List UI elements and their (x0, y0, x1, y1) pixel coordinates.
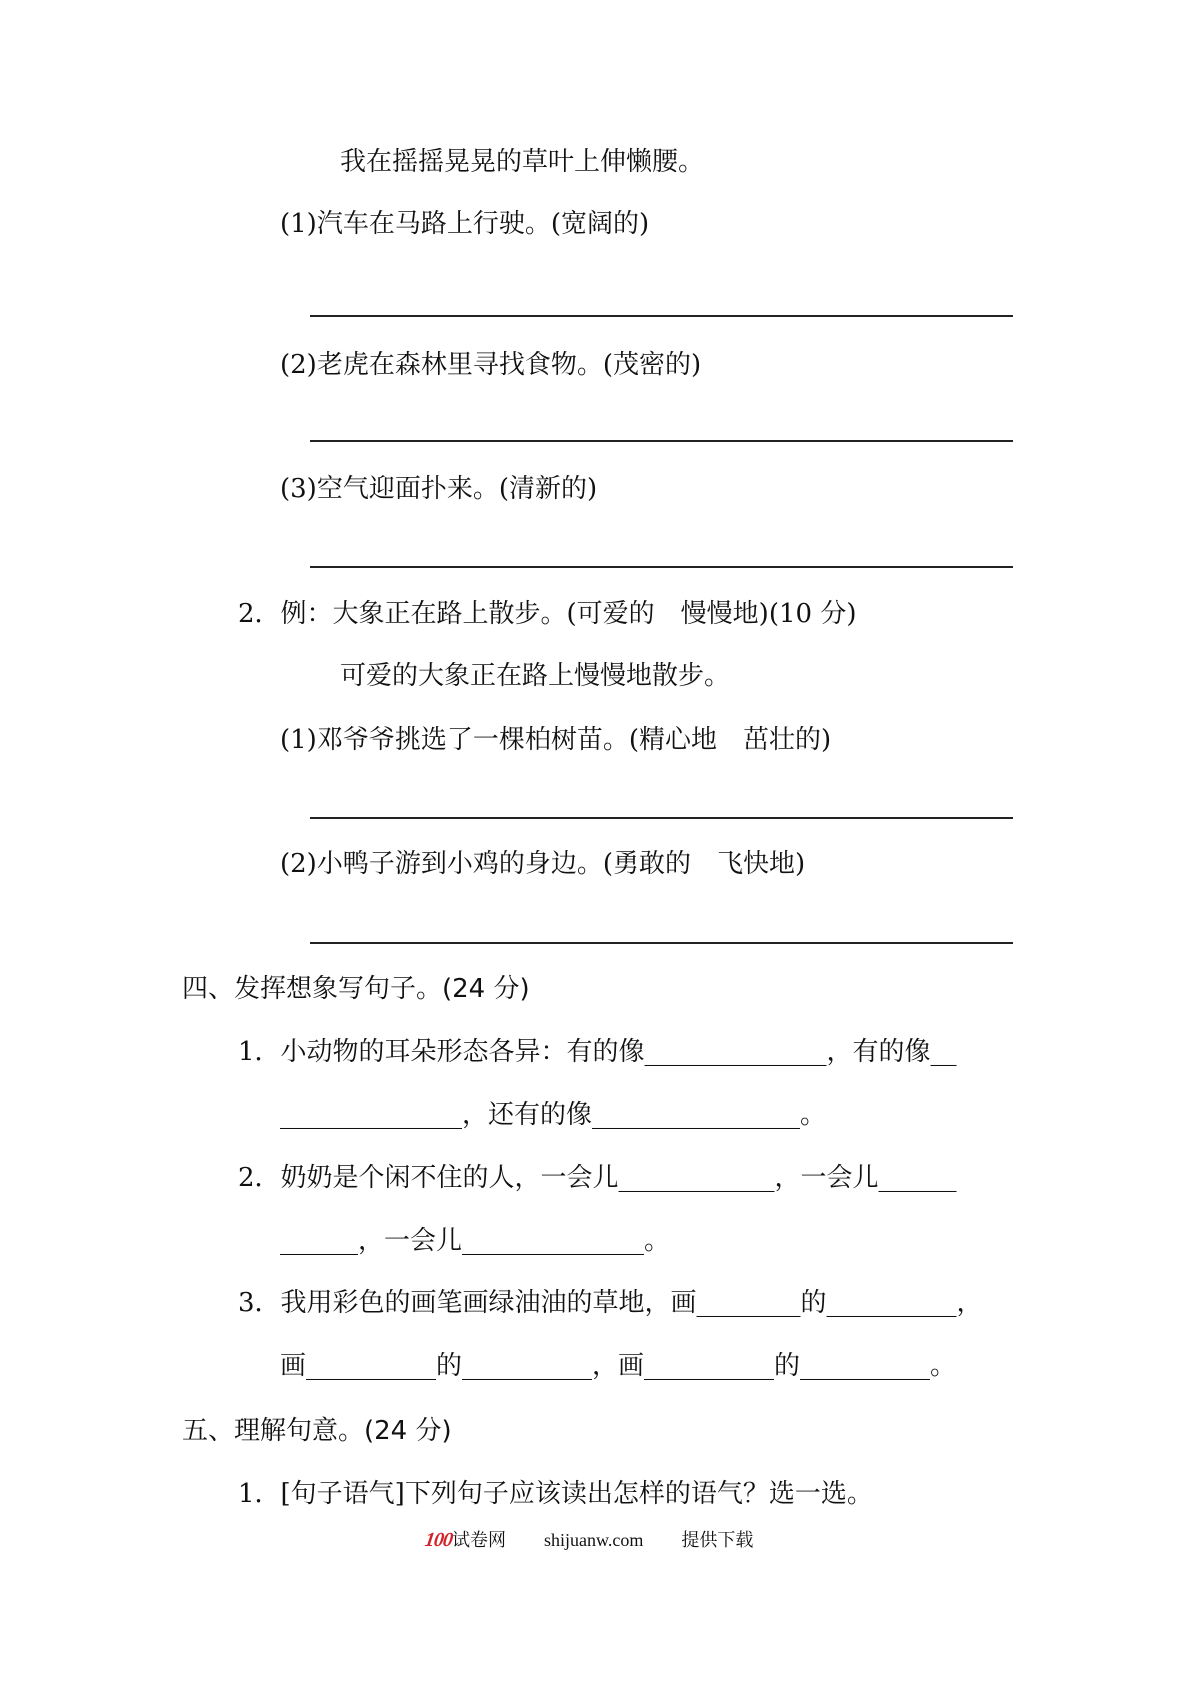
answer-line[interactable] (310, 942, 1013, 944)
section-4-heading: 四、发挥想象写句子。(24 分) (182, 974, 530, 1004)
question-3-2-2: (2)小鸭子游到小鸡的身边。(勇敢的 飞快地) (280, 849, 806, 879)
section-5-heading: 五、理解句意。(24 分) (182, 1416, 452, 1446)
question-3-2-prompt: 2．例：大象正在路上散步。(可爱的 慢慢地)(10 分) (238, 599, 857, 629)
question-4-3-line-2: 画__________的__________，画__________的__________。 (280, 1351, 957, 1381)
question-4-2-line-2: ______，一会儿______________。 (280, 1226, 671, 1256)
site-logo: 100 (423, 1529, 454, 1551)
question-5-1-prompt: 1．[句子语气]下列句子应该读出怎样的语气？选一选。 (238, 1479, 873, 1509)
question-4-1-line-1: 1．小动物的耳朵形态各异：有的像______________，有的像__ (238, 1037, 957, 1067)
question-4-1-line-2: ______________，还有的像________________。 (280, 1100, 827, 1130)
site-name: 试卷网 (452, 1530, 506, 1550)
question-3-1-3: (3)空气迎面扑来。(清新的) (280, 474, 598, 504)
answer-line[interactable] (310, 566, 1013, 568)
answer-line[interactable] (310, 817, 1013, 819)
example-answer-sentence: 我在摇摇晃晃的草叶上伸懒腰。 (340, 147, 705, 177)
answer-line[interactable] (310, 315, 1013, 317)
question-3-1-1: (1)汽车在马路上行驶。(宽阔的) (280, 209, 650, 239)
question-3-1-2: (2)老虎在森林里寻找食物。(茂密的) (280, 350, 702, 380)
answer-line[interactable] (310, 440, 1013, 442)
question-3-2-1: (1)邓爷爷挑选了一棵柏树苗。(精心地 茁壮的) (280, 725, 832, 755)
question-4-2-line-1: 2．奶奶是个闲不住的人，一会儿____________，一会儿______ (238, 1163, 957, 1193)
site-url: shijuanw.com (544, 1530, 644, 1550)
question-4-3-line-1: 3．我用彩色的画笔画绿油油的草地，画________的__________， (238, 1288, 983, 1318)
download-note: 提供下载 (681, 1530, 754, 1550)
example-answer-sentence: 可爱的大象正在路上慢慢地散步。 (340, 661, 731, 691)
page-footer (425, 1525, 753, 1555)
